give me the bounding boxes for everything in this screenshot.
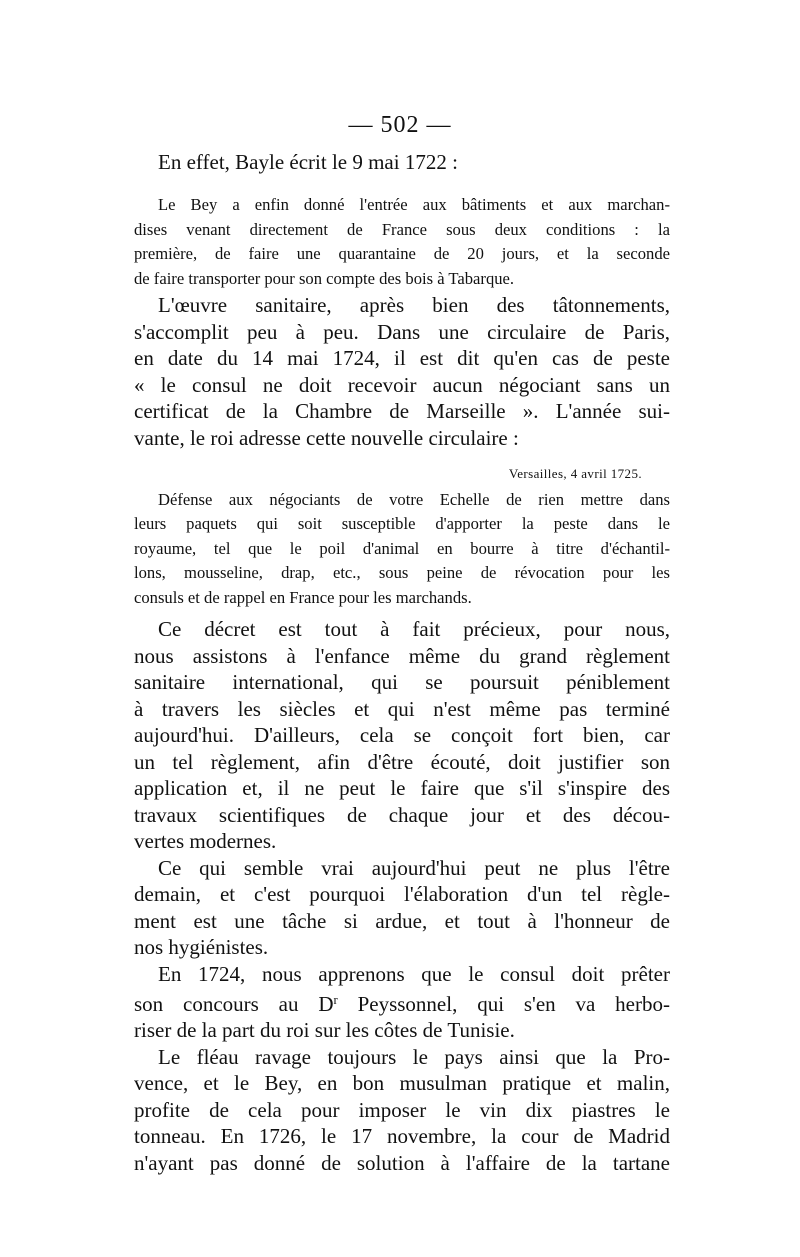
text-line: aujourd'hui. D'ailleurs, cela se conçoit fort bien, car: [134, 723, 670, 747]
text-line: Défense aux négociants de votre Echelle de rien mettre dans: [158, 490, 670, 509]
text-line: s'accomplit peu à peu. Dans une circulaire de Paris,: [134, 319, 670, 344]
text-line: Versailles, 4 avril 1725.: [508, 466, 642, 481]
quoted-letter: [134, 193, 670, 291]
text-line: vertes modernes.: [134, 829, 277, 853]
text-line: profite de cela pour imposer le vin dix piastres le: [134, 1097, 670, 1122]
text-line: L'œuvre sanitaire, après bien des tâtonnements,: [158, 293, 670, 317]
text-line: n'ayant pas donné de solution à l'affaire de la tartane: [134, 1150, 670, 1175]
text-fragment: son concours au D: [134, 991, 334, 1016]
text-line: application et, il ne peut le faire que s'il s'inspire des: [134, 776, 670, 800]
text-line: demain, et c'est pourquoi l'élaboration d'un tel règle-: [134, 882, 670, 906]
quoted-circular: [134, 488, 670, 610]
text-line: Le Bey a enfin donné l'entrée aux bâtiments et aux marchan-: [158, 195, 670, 214]
text-line: royaume, tel que le poil d'animal en bourre à titre d'échantil-: [134, 538, 670, 558]
text-line: nous assistons à l'enfance même du grand règlement: [134, 643, 670, 668]
text-line: ment est une tâche si ardue, et tout à l'honneur de: [134, 908, 670, 933]
text-line: En 1724, nous apprenons que le consul doit prêter: [158, 961, 670, 986]
text-line-with-superscript: [134, 987, 670, 1017]
text-line: travaux scientifiques de chaque jour et des décou-: [134, 802, 670, 827]
text-line: Le fléau ravage toujours le pays ainsi que la Pro-: [158, 1044, 670, 1069]
text-line: un tel règlement, afin d'être écouté, doit justifier son: [134, 749, 670, 774]
text-line: en date du 14 mai 1724, il est dit qu'en cas de peste: [134, 346, 670, 371]
superscript: r: [333, 993, 338, 1007]
text-line: En effet, Bayle écrit le 9 mai 1722 :: [158, 150, 458, 174]
text-line: nos hygiénistes.: [134, 935, 269, 959]
text-line: Ce décret est tout à fait précieux, pour nous,: [158, 617, 670, 641]
text-line: sanitaire international, qui se poursuit péniblement: [134, 670, 670, 694]
dateline: [134, 466, 670, 482]
text-line: tonneau. En 1726, le 17 novembre, la cour de Madrid: [134, 1124, 670, 1149]
text-line: première, de faire une quarantaine de 20 jours, et la seconde: [134, 244, 670, 263]
page-number: — 502 —: [348, 112, 452, 138]
text-line: riser de la part du roi sur les côtes de Tunisie.: [134, 1018, 515, 1043]
intro-line: [134, 150, 670, 175]
text-line: consuls et de rappel en France pour les marchands.: [134, 587, 472, 607]
text-line: à travers les siècles et qui n'est même pas terminé: [134, 696, 670, 721]
text-fragment: Peyssonnel, qui s'en va herbo-: [337, 991, 670, 1016]
text-line: leurs paquets qui soit susceptible d'apporter la peste dans le: [134, 514, 670, 534]
text-line: certificat de la Chambre de Marseille ». L'année sui-: [134, 399, 670, 424]
text-line: de faire transporter pour son compte des bois à Tabarque.: [134, 268, 515, 288]
text-line: dises venant directement de France sous deux conditions : la: [134, 219, 670, 239]
text-line: vante, le roi adresse cette nouvelle circulaire :: [134, 425, 519, 450]
text-line: vence, et le Bey, en bon musulman pratique et malin,: [134, 1071, 670, 1096]
text-line: « le consul ne doit recevoir aucun négociant sans un: [134, 372, 670, 397]
text-line: lons, mousseline, drap, etc., sous peine de révocation pour les: [134, 563, 670, 583]
paragraph-oeuvre-sanitaire: [134, 292, 670, 452]
paragraph-decret: [134, 616, 670, 1176]
text-line: Ce qui semble vrai aujourd'hui peut ne plus l'être: [158, 855, 670, 880]
